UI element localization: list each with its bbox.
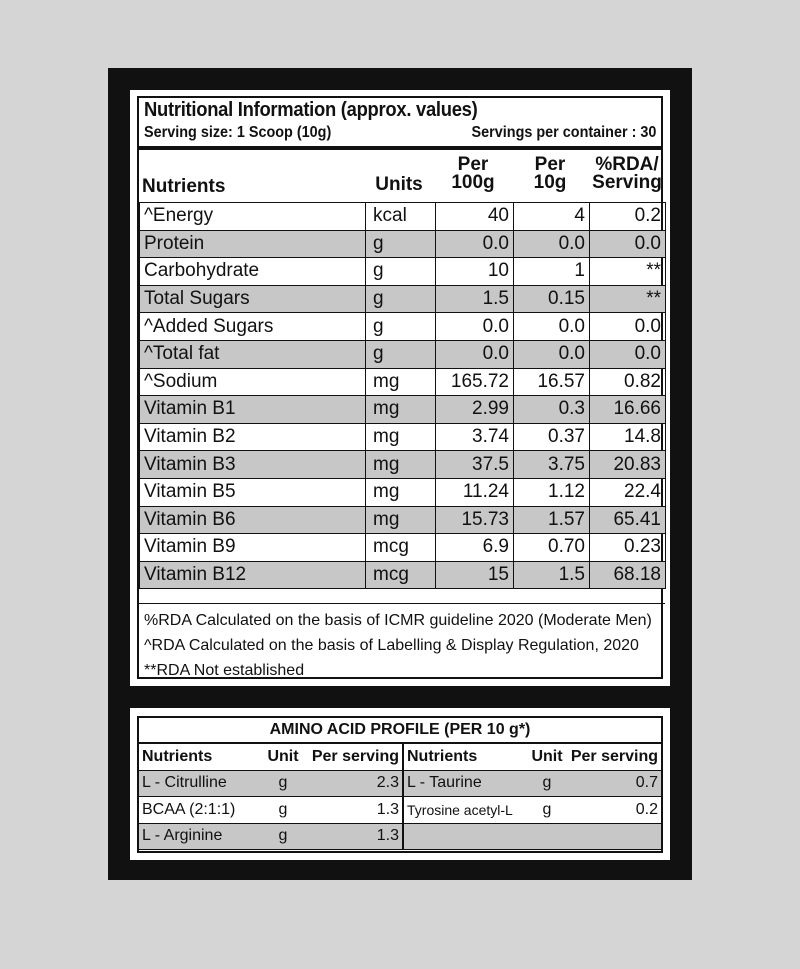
nutrient-row xyxy=(140,368,666,396)
footnote: %RDA Calculated on the basis of ICMR guideline 2020 (Moderate Men) xyxy=(144,612,652,629)
nutrient-row xyxy=(140,230,666,258)
nutrient-rda: 14.8 xyxy=(590,423,666,451)
amino-value: 1.3 xyxy=(303,797,403,824)
amino-header-per-serving: Per serving xyxy=(567,744,661,770)
nutrient-per-10g: 0.3 xyxy=(514,396,590,424)
footnote: **RDA Not established xyxy=(144,662,305,679)
amino-panel xyxy=(130,708,670,860)
nutrient-name: Protein xyxy=(140,230,366,258)
amino-box xyxy=(137,716,663,853)
nutrient-per-10g: 3.75 xyxy=(514,451,590,479)
nutrient-name: Vitamin B3 xyxy=(140,451,366,479)
nutrient-name: ^Sodium xyxy=(140,368,366,396)
nutrient-rda: ** xyxy=(590,285,666,313)
nutrient-unit: g xyxy=(366,313,436,341)
nutrient-row xyxy=(140,423,666,451)
servings-per-container: Servings per container : 30 xyxy=(471,124,656,141)
amino-header-unit: Unit xyxy=(263,744,303,770)
nutrient-per-10g: 4 xyxy=(514,203,590,231)
header-per-10g-line2: 10g xyxy=(533,172,567,193)
nutrient-name: Carbohydrate xyxy=(140,258,366,286)
amino-empty-cell xyxy=(403,823,661,850)
amino-unit: g xyxy=(527,770,567,797)
amino-row xyxy=(139,823,661,850)
nutrient-per-100g: 40 xyxy=(436,203,514,231)
nutrient-rda: 0.23 xyxy=(590,534,666,562)
header-per-10g xyxy=(514,156,586,192)
serving-size: Serving size: 1 Scoop (10g) xyxy=(144,124,332,141)
amino-value: 1.3 xyxy=(303,823,403,850)
nutrient-unit: mg xyxy=(366,478,436,506)
nutrient-name: Vitamin B5 xyxy=(140,478,366,506)
amino-name: L - Taurine xyxy=(403,770,527,797)
nutrient-name: ^Total fat xyxy=(140,340,366,368)
nutrient-name: ^Energy xyxy=(140,203,366,231)
amino-unit: g xyxy=(263,797,303,824)
nutrient-per-10g: 0.70 xyxy=(514,534,590,562)
amino-name: Tyrosine acetyl-L xyxy=(403,797,527,824)
nutrient-row xyxy=(140,534,666,562)
nutrient-per-100g: 11.24 xyxy=(436,478,514,506)
nutrient-per-10g: 0.15 xyxy=(514,285,590,313)
nutrient-rda: 68.18 xyxy=(590,561,666,589)
nutrient-rda: 0.82 xyxy=(590,368,666,396)
header-units: Units xyxy=(375,174,423,195)
amino-value: 0.2 xyxy=(567,797,661,824)
amino-title: AMINO ACID PROFILE (PER 10 g*) xyxy=(139,718,661,744)
nutrient-row xyxy=(140,285,666,313)
nutrient-rda: ** xyxy=(590,258,666,286)
nutrient-per-100g: 2.99 xyxy=(436,396,514,424)
header-rda-line1: %RDA/ xyxy=(595,154,659,175)
nutrient-unit: g xyxy=(366,340,436,368)
nutrient-unit: mg xyxy=(366,396,436,424)
nutrition-title: Nutritional Information (approx. values) xyxy=(144,99,478,121)
amino-header-per-serving: Per serving xyxy=(303,744,403,770)
header-rda-serving xyxy=(587,156,667,192)
nutrient-unit: mg xyxy=(366,506,436,534)
nutrient-per-10g: 1.5 xyxy=(514,561,590,589)
nutrient-per-100g: 1.5 xyxy=(436,285,514,313)
amino-value: 0.7 xyxy=(567,770,661,797)
nutrient-unit: mg xyxy=(366,451,436,479)
nutrient-per-100g: 3.74 xyxy=(436,423,514,451)
nutrient-rda: 0.0 xyxy=(590,313,666,341)
nutrient-rda: 0.2 xyxy=(590,203,666,231)
nutrient-unit: kcal xyxy=(366,203,436,231)
nutrient-row xyxy=(140,203,666,231)
nutrient-unit: mcg xyxy=(366,534,436,562)
nutrient-per-100g: 15 xyxy=(436,561,514,589)
nutrient-per-100g: 0.0 xyxy=(436,340,514,368)
nutrient-per-10g: 0.0 xyxy=(514,313,590,341)
footnotes xyxy=(139,603,665,683)
nutrient-unit: g xyxy=(366,285,436,313)
nutrient-per-100g: 10 xyxy=(436,258,514,286)
nutrient-name: Vitamin B1 xyxy=(140,396,366,424)
nutrient-unit: g xyxy=(366,258,436,286)
nutrient-unit: mg xyxy=(366,423,436,451)
amino-name: BCAA (2:1:1) xyxy=(139,797,263,824)
nutrient-name: Vitamin B2 xyxy=(140,423,366,451)
amino-value: 2.3 xyxy=(303,770,403,797)
amino-unit: g xyxy=(527,797,567,824)
amino-row xyxy=(139,770,661,797)
header-per-100g-line1: Per xyxy=(457,154,489,175)
nutrient-row xyxy=(140,340,666,368)
nutrient-row xyxy=(140,561,666,589)
nutrient-row xyxy=(140,478,666,506)
nutrient-name: Vitamin B12 xyxy=(140,561,366,589)
nutrient-rda: 0.0 xyxy=(590,340,666,368)
header-per-100g xyxy=(437,156,509,192)
nutrient-per-100g: 0.0 xyxy=(436,230,514,258)
nutrient-rda: 16.66 xyxy=(590,396,666,424)
nutrient-per-100g: 37.5 xyxy=(436,451,514,479)
nutrient-rda: 0.0 xyxy=(590,230,666,258)
nutrient-per-100g: 165.72 xyxy=(436,368,514,396)
header-divider xyxy=(139,146,661,150)
nutrient-name: Total Sugars xyxy=(140,285,366,313)
header-per-100g-line2: 100g xyxy=(451,172,495,193)
footnote: ^RDA Calculated on the basis of Labelling & Display Regulation, 2020 xyxy=(144,637,639,654)
nutrient-rda: 22.4 xyxy=(590,478,666,506)
amino-name: L - Citrulline xyxy=(139,770,263,797)
amino-header-nutrients: Nutrients xyxy=(403,744,527,770)
nutrition-table xyxy=(139,202,666,589)
nutrient-unit: mcg xyxy=(366,561,436,589)
header-rda-line2: Serving xyxy=(592,172,662,193)
nutrient-row xyxy=(140,451,666,479)
nutrient-row xyxy=(140,506,666,534)
nutrition-panel xyxy=(130,90,670,686)
nutrient-per-10g: 0.37 xyxy=(514,423,590,451)
nutrient-rda: 20.83 xyxy=(590,451,666,479)
nutrient-unit: mg xyxy=(366,368,436,396)
header-nutrients: Nutrients xyxy=(142,176,226,197)
amino-name: L - Arginine xyxy=(139,823,263,850)
nutrient-row xyxy=(140,258,666,286)
nutrient-per-10g: 1.12 xyxy=(514,478,590,506)
nutrient-row xyxy=(140,396,666,424)
amino-header-unit: Unit xyxy=(527,744,567,770)
nutrient-per-10g: 16.57 xyxy=(514,368,590,396)
amino-table xyxy=(139,744,661,850)
nutrient-name: ^Added Sugars xyxy=(140,313,366,341)
amino-header-nutrients: Nutrients xyxy=(139,744,263,770)
nutrient-row xyxy=(140,313,666,341)
amino-unit: g xyxy=(263,823,303,850)
amino-row xyxy=(139,797,661,824)
nutrition-box xyxy=(137,96,663,679)
nutrient-per-10g: 1 xyxy=(514,258,590,286)
nutrient-rda: 65.41 xyxy=(590,506,666,534)
nutrient-per-10g: 0.0 xyxy=(514,230,590,258)
nutrient-per-100g: 15.73 xyxy=(436,506,514,534)
amino-unit: g xyxy=(263,770,303,797)
nutrient-per-100g: 0.0 xyxy=(436,313,514,341)
amino-header-row xyxy=(139,744,661,770)
header-per-10g-line1: Per xyxy=(534,154,566,175)
nutrient-name: Vitamin B6 xyxy=(140,506,366,534)
nutrient-unit: g xyxy=(366,230,436,258)
nutrient-per-10g: 0.0 xyxy=(514,340,590,368)
nutrient-per-100g: 6.9 xyxy=(436,534,514,562)
nutrient-per-10g: 1.57 xyxy=(514,506,590,534)
nutrient-name: Vitamin B9 xyxy=(140,534,366,562)
